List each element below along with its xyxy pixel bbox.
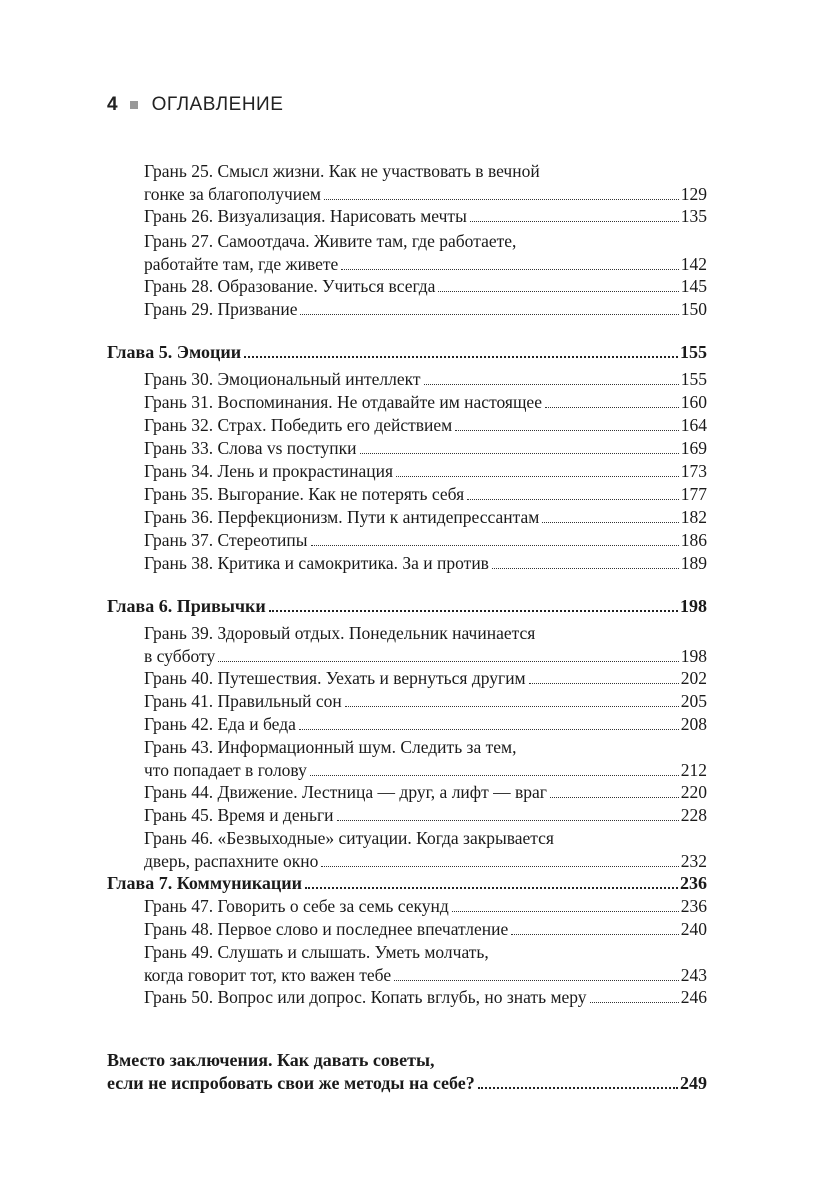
toc-entry <box>107 414 707 437</box>
toc-entry-title: Грань 32. Страх. Победить его действием <box>144 415 453 435</box>
toc-page-number: 169 <box>680 438 707 458</box>
toc-page-number: 135 <box>680 206 707 226</box>
toc-entry-line <box>144 759 707 782</box>
toc-entry-title: Грань 41. Правильный сон <box>144 691 342 711</box>
toc-entry <box>107 160 707 206</box>
toc-entry <box>107 437 707 460</box>
running-header <box>107 92 283 118</box>
toc-entry-line <box>144 781 707 804</box>
toc-page-number: 182 <box>680 507 707 527</box>
toc-page-number: 164 <box>680 415 707 435</box>
toc-entry-line <box>144 918 707 941</box>
toc-entry <box>107 781 707 804</box>
toc-entry-line <box>144 964 707 987</box>
dot-leader <box>424 384 679 385</box>
toc-entry-title: Грань 25. Смысл жизни. Как не участвовать в вечной <box>144 161 540 181</box>
toc-page-number: 189 <box>680 553 707 573</box>
dot-leader <box>341 269 678 270</box>
dot-leader <box>478 1087 678 1089</box>
toc-entry <box>107 804 707 827</box>
dot-leader <box>590 1002 679 1003</box>
toc-page-number: 236 <box>680 873 707 893</box>
dot-leader <box>467 499 679 500</box>
toc-chapter <box>107 595 707 618</box>
toc-entry-title: Грань 38. Критика и самокритика. За и против <box>144 553 489 573</box>
dot-leader <box>511 934 679 935</box>
toc-entry-line <box>144 713 707 736</box>
toc-entry-line <box>144 183 707 206</box>
toc-entry-title: Грань 40. Путешествия. Уехать и вернуться другим <box>144 668 526 688</box>
toc-page-number: 205 <box>680 691 707 711</box>
toc-page-number: 160 <box>680 392 707 412</box>
dot-leader <box>492 568 679 569</box>
toc-entry-title: Грань 36. Перфекционизм. Пути к антидепрессантам <box>144 507 540 527</box>
toc-entry <box>107 483 707 506</box>
dot-leader <box>337 820 679 821</box>
toc-entry-line <box>144 230 707 253</box>
toc-entry-title: что попадает в голову <box>144 760 307 780</box>
dot-leader <box>299 729 679 730</box>
toc-page-number: 232 <box>680 851 707 871</box>
toc-entry-title: если не испробовать свои же методы на себе? <box>107 1073 475 1093</box>
toc-page-number: 246 <box>680 987 707 1007</box>
toc-entry <box>107 298 707 321</box>
toc-entry <box>107 986 707 1009</box>
toc-entry-line <box>107 595 707 618</box>
toc-entry-line <box>144 391 707 414</box>
dot-leader <box>311 545 679 546</box>
toc-entry <box>107 506 707 529</box>
toc-entry-title: Грань 33. Слова vs поступки <box>144 438 357 458</box>
toc-entry <box>107 275 707 298</box>
toc-entry-line <box>107 1049 707 1072</box>
toc-entry-title: Вместо заключения. Как давать советы, <box>107 1050 435 1070</box>
dot-leader <box>455 430 679 431</box>
dot-leader <box>324 199 679 200</box>
toc-entry-line <box>144 667 707 690</box>
toc-entry <box>107 552 707 575</box>
toc-entry <box>107 713 707 736</box>
dot-leader <box>542 522 678 523</box>
dot-leader <box>321 866 678 867</box>
toc-entry-line <box>144 483 707 506</box>
toc-entry-line <box>144 552 707 575</box>
toc-entry-line <box>144 298 707 321</box>
toc-page-number: 198 <box>680 596 707 616</box>
toc-page-number: 177 <box>680 484 707 504</box>
toc-entry-line <box>144 736 707 759</box>
toc-chapter <box>107 1049 707 1095</box>
toc-chapter <box>107 872 707 895</box>
toc-entry-line <box>144 506 707 529</box>
toc-entry-title: Грань 34. Лень и прокрастинация <box>144 461 394 481</box>
dot-leader <box>550 797 679 798</box>
toc-entry-line <box>144 690 707 713</box>
dot-leader <box>300 314 678 315</box>
toc-entry-line <box>144 941 707 964</box>
dot-leader <box>394 980 679 981</box>
toc-entry-line <box>144 460 707 483</box>
toc-entry <box>107 205 707 228</box>
toc-entry <box>107 230 707 276</box>
toc-entry-line <box>144 827 707 850</box>
toc-page-number: 208 <box>680 714 707 734</box>
toc-entry <box>107 918 707 941</box>
dot-leader <box>218 661 679 662</box>
toc-entry <box>107 391 707 414</box>
dot-leader <box>360 453 679 454</box>
dot-leader <box>310 775 679 776</box>
toc-entry-line <box>144 645 707 668</box>
toc-entry <box>107 827 707 873</box>
square-bullet-icon <box>130 101 138 109</box>
toc-entry-line <box>107 1072 707 1095</box>
toc-entry-line <box>144 622 707 645</box>
toc-entry-line <box>144 529 707 552</box>
toc-entry-title: Грань 29. Призвание <box>144 299 298 319</box>
section-title: ОГЛАВЛЕНИЕ <box>151 94 284 115</box>
toc-page-number: 150 <box>680 299 707 319</box>
toc-entry <box>107 460 707 483</box>
toc-entry-line <box>107 872 707 895</box>
toc-entry-line <box>144 205 707 228</box>
dot-leader <box>438 291 678 292</box>
toc-entry-line <box>144 253 707 276</box>
toc-entry-title: работайте там, где живете <box>144 254 339 274</box>
toc-entry-title: Грань 43. Информационный шум. Следить за тем, <box>144 737 517 757</box>
toc-page-number: 198 <box>680 646 707 666</box>
toc-entry-line <box>144 275 707 298</box>
toc-entry-title: в субботу <box>144 646 216 666</box>
toc-entry-title: Грань 47. Говорить о себе за семь секунд <box>144 896 449 916</box>
toc-entry-line <box>144 986 707 1009</box>
toc-entry <box>107 941 707 987</box>
toc-entry <box>107 622 707 668</box>
toc-entry-title: Грань 50. Вопрос или допрос. Копать вглубь, но знать меру <box>144 987 587 1007</box>
toc-entry-title: Грань 35. Выгорание. Как не потерять себя <box>144 484 465 504</box>
toc-entry-title: Грань 26. Визуализация. Нарисовать мечты <box>144 206 467 226</box>
toc-entry-title: Грань 49. Слушать и слышать. Уметь молчать, <box>144 942 489 962</box>
toc-entry-title: Глава 5. Эмоции <box>107 342 242 362</box>
dot-leader <box>396 476 679 477</box>
toc-page-number: 129 <box>680 184 707 204</box>
toc-entry-title: Грань 45. Время и деньги <box>144 805 334 825</box>
toc-entry <box>107 368 707 391</box>
dot-leader <box>244 356 678 358</box>
toc-entry-line <box>144 414 707 437</box>
toc-entry-title: Грань 37. Стереотипы <box>144 530 308 550</box>
toc-entry <box>107 895 707 918</box>
toc-entry-title: когда говорит тот, кто важен тебе <box>144 965 392 985</box>
toc-page-number: 155 <box>680 342 707 362</box>
toc-entry <box>107 667 707 690</box>
dot-leader <box>529 683 679 684</box>
dot-leader <box>269 610 678 612</box>
toc-entry-title: Грань 44. Движение. Лестница — друг, а лифт — враг <box>144 782 547 802</box>
toc-entry <box>107 690 707 713</box>
toc-page-number: 249 <box>680 1073 707 1093</box>
toc-entry-line <box>144 895 707 918</box>
toc-entry-title: Грань 39. Здоровый отдых. Понедельник начинается <box>144 623 536 643</box>
toc-entry-line <box>107 341 707 364</box>
toc-page-number: 243 <box>680 965 707 985</box>
toc-entry-line <box>144 160 707 183</box>
toc-entry-title: Глава 6. Привычки <box>107 596 266 616</box>
toc-entry-line <box>144 804 707 827</box>
toc-entry-title: дверь, распахните окно <box>144 851 319 871</box>
dot-leader <box>452 911 679 912</box>
dot-leader <box>545 407 679 408</box>
toc-entry-line <box>144 850 707 873</box>
toc-entry-title: гонке за благополучием <box>144 184 321 204</box>
toc-page-number: 240 <box>680 919 707 939</box>
toc-page-number: 173 <box>680 461 707 481</box>
dot-leader <box>305 887 678 889</box>
toc-entry-title: Грань 31. Воспоминания. Не отдавайте им настоящее <box>144 392 542 412</box>
toc-page-number: 220 <box>680 782 707 802</box>
toc-entry-line <box>144 368 707 391</box>
toc-entry-title: Грань 30. Эмоциональный интеллект <box>144 369 421 389</box>
toc-page-number: 145 <box>680 276 707 296</box>
toc-page-number: 155 <box>680 369 707 389</box>
toc-entry <box>107 736 707 782</box>
toc-entry <box>107 529 707 552</box>
dot-leader <box>345 706 679 707</box>
toc-entry-line <box>144 437 707 460</box>
toc-page-number: 228 <box>680 805 707 825</box>
toc-page-number: 202 <box>680 668 707 688</box>
toc-page-number: 236 <box>680 896 707 916</box>
toc-entry-title: Грань 42. Еда и беда <box>144 714 296 734</box>
dot-leader <box>470 221 679 222</box>
toc-chapter <box>107 341 707 364</box>
toc-entry-title: Грань 48. Первое слово и последнее впечатление <box>144 919 509 939</box>
toc-page-number: 142 <box>680 254 707 274</box>
page-number: 4 <box>107 94 118 115</box>
toc-page-number: 186 <box>680 530 707 550</box>
toc-entry-title: Глава 7. Коммуникации <box>107 873 303 893</box>
toc-entry-title: Грань 46. «Безвыходные» ситуации. Когда закрывается <box>144 828 554 848</box>
toc-entry-title: Грань 28. Образование. Учиться всегда <box>144 276 436 296</box>
toc-page-number: 212 <box>680 760 707 780</box>
toc-entry-title: Грань 27. Самоотдача. Живите там, где работаете, <box>144 231 517 251</box>
